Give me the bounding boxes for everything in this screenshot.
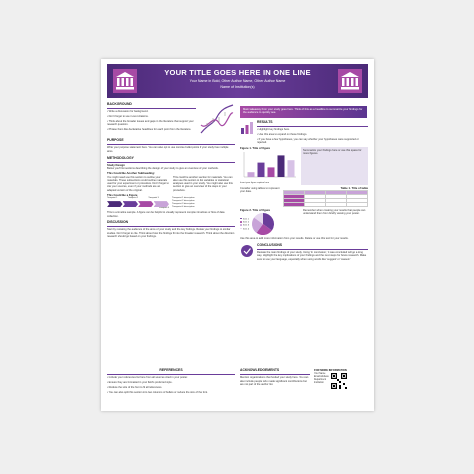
contact-institution: Institution xyxy=(314,382,324,385)
results-bullet: • If you have a few hypotheses, you can say whether your hypotheses were supported or rejected. xyxy=(257,137,359,145)
pie-legend-item: Item 3 xyxy=(240,224,249,227)
study-design-text: Below you'll list sections describing the design of your study to give an overview of your methods. xyxy=(107,167,219,171)
figure1-bar-chart xyxy=(240,150,298,180)
conclusions-heading: CONCLUSIONS xyxy=(257,242,283,247)
contact-name: Your Name xyxy=(314,373,326,376)
timepoint-label: Timepoint 4 xyxy=(158,207,169,210)
methods-right-text: This could be another section for materials. You can also use this section to list variables or statistical analyses used in your study. You might also use this section to give an overview of the steps in your procedure. xyxy=(173,175,233,192)
results-heading: RESULTS xyxy=(257,120,273,124)
timeline-chevron xyxy=(154,201,170,207)
bar-E xyxy=(288,160,295,177)
references-heading: REFERENCES xyxy=(159,368,183,372)
timeline-chevron xyxy=(107,201,123,207)
footer-band xyxy=(107,369,368,405)
results-bullet: • Use this area to expand on these findings. xyxy=(257,133,308,137)
results-bottom-note: Use this area to add more information from your results. Delete or use this text for your results. xyxy=(240,237,349,241)
acknowledgements-heading: ACKNOWLEDGEMENTS xyxy=(240,368,280,372)
timepoint-label: Timepoint 3 xyxy=(148,196,159,199)
reference-bullet: • You can also split this section into two columns of bullets or reduce the size of the font. xyxy=(107,390,208,394)
timeline-descriptions xyxy=(172,197,235,209)
table-side-text: Consider using tables to represent your data. xyxy=(240,186,280,194)
methodology-heading: METHODOLOGY xyxy=(107,155,134,160)
background-bullet: • Don't forget to use in-text citations. xyxy=(107,115,149,119)
qr-code-icon[interactable] xyxy=(331,373,347,389)
conclusions-text: Restate the main findings of your study. Using 'In conclusion,' it was concluded will go a long way. Highlight the key implications of your findings and the next steps for future research. Make sure to use your language, especially when using words like 'suggest' or 'caused.' xyxy=(257,251,367,261)
institution-logo-right-icon xyxy=(338,69,362,93)
discussion-text: Start by restating the audience of the aims of your study and the key findings. Relate your findings to similar studies. Don't forget to cite. Think about how the findings fit into the broader research. Think about the direction research should go based on your findings. xyxy=(107,228,235,238)
timepoint-description: Timepoint 2 description xyxy=(172,199,195,202)
bar-B xyxy=(258,163,265,177)
figure-subheading: This Could Be a Figure xyxy=(107,192,138,197)
reference-bullet: • Reduce the size of the font to fit all references. xyxy=(107,385,163,389)
results-bullet: • Highlight key findings here. xyxy=(257,128,290,132)
acknowledgements-text: Mention organizations that funded your study here. You can also include people who made significant contributions but are not part of the author list. xyxy=(240,376,309,386)
acknowledgements-section xyxy=(240,369,310,388)
figure2-side-text: Remember when creating your results that people can understand them from briefly viewing your poster. xyxy=(303,209,366,216)
more-info-heading: FOR MORE INFORMATION xyxy=(314,369,347,372)
institutions: Name of Institution(s) xyxy=(220,85,255,89)
main-takeaway-callout: Main takeaway from your study goes here. Think of this as a headline to summarize your findings for the audience to quickly see. xyxy=(240,106,367,118)
contact-email[interactable]: Email Address xyxy=(314,376,329,379)
background-heading: BACKGROUND xyxy=(107,102,132,106)
methods-left-text: You might need use this section to outline your materials. These subsections could outline materials used for your experiment or procedure. Don't forget to cite your sources, even if your methods are an adapted version of the original. xyxy=(107,175,169,192)
reference-bullet: • Include your references list here from all sources cited in your poster. xyxy=(107,376,188,380)
background-bullet: • Think about the broader issues and gaps in the literature that support your research question. xyxy=(107,119,194,127)
timeline-chevron xyxy=(138,201,154,207)
background-bullet: • Write a discussion for background. xyxy=(107,110,149,114)
left-column xyxy=(107,103,235,240)
timeline-figure xyxy=(107,197,169,211)
poster-title: YOUR TITLE GOES HERE IN ONE LINE xyxy=(164,68,311,77)
figure-text: This is a timeline sample. A figure can be helpful to visually represent complex timelines or flow of data collection. xyxy=(107,211,225,218)
author-list: Your Name in Bold, Other Author Name, Other Author Name xyxy=(189,79,286,83)
dna-illustration-icon xyxy=(199,103,235,137)
pie-legend xyxy=(240,218,249,231)
timepoint-label: Timepoint 2 xyxy=(127,196,139,199)
background-bullet: • Phrase them like declarative headlines for each point from the literature. xyxy=(107,127,192,131)
timepoint-label: Timepoint 1 xyxy=(107,196,118,199)
title-banner xyxy=(107,64,368,98)
more-info-section xyxy=(314,369,368,389)
pie-legend-item: Item 2 xyxy=(240,221,249,224)
study-design-label: Study Design xyxy=(107,163,125,168)
purpose-heading: PURPOSE xyxy=(107,138,124,142)
figure1-side-text: Summarize your findings here or use this space for more figures. xyxy=(303,148,362,156)
timepoint-description: Timepoint 3 description xyxy=(172,202,195,205)
figure1-summary-box xyxy=(301,147,368,185)
references-section xyxy=(107,369,235,395)
bar-A xyxy=(248,172,255,177)
purpose-text: Write your purpose statement here. You can also opt to use concise bullet points if your study has multiple aims. xyxy=(107,146,229,153)
figure1-label: Figure 1. Title of figure xyxy=(240,145,271,150)
bar-C xyxy=(268,168,275,178)
conclusions-icon xyxy=(240,244,254,258)
contact-department: Department xyxy=(314,379,327,382)
results-chart-icon xyxy=(240,121,254,135)
pie-legend-item: Item 1 xyxy=(240,218,249,221)
poster xyxy=(101,59,374,411)
table1-label: Table 1. Title of table xyxy=(340,185,368,190)
timepoint-description: Timepoint 1 description xyxy=(172,196,195,199)
table1 xyxy=(283,190,368,207)
discussion-heading: DISCUSSION xyxy=(107,220,129,225)
figure2-pie-chart xyxy=(251,212,275,236)
figure2-label: Figure 2. Title of figure xyxy=(240,208,271,213)
timepoint-description: Timepoint 4 description xyxy=(172,205,195,208)
methodology-subheading: This Could Be Another Subheading: xyxy=(107,171,155,176)
right-column xyxy=(240,121,368,262)
pie-legend-item: Item 4 xyxy=(240,228,249,231)
reference-bullet: • Ensure they are formatted in your field's preferred style. xyxy=(107,381,173,385)
figure1-caption: Insert your figure caption here xyxy=(240,181,270,184)
bar-D xyxy=(278,156,285,178)
timeline-chevron xyxy=(123,201,139,207)
